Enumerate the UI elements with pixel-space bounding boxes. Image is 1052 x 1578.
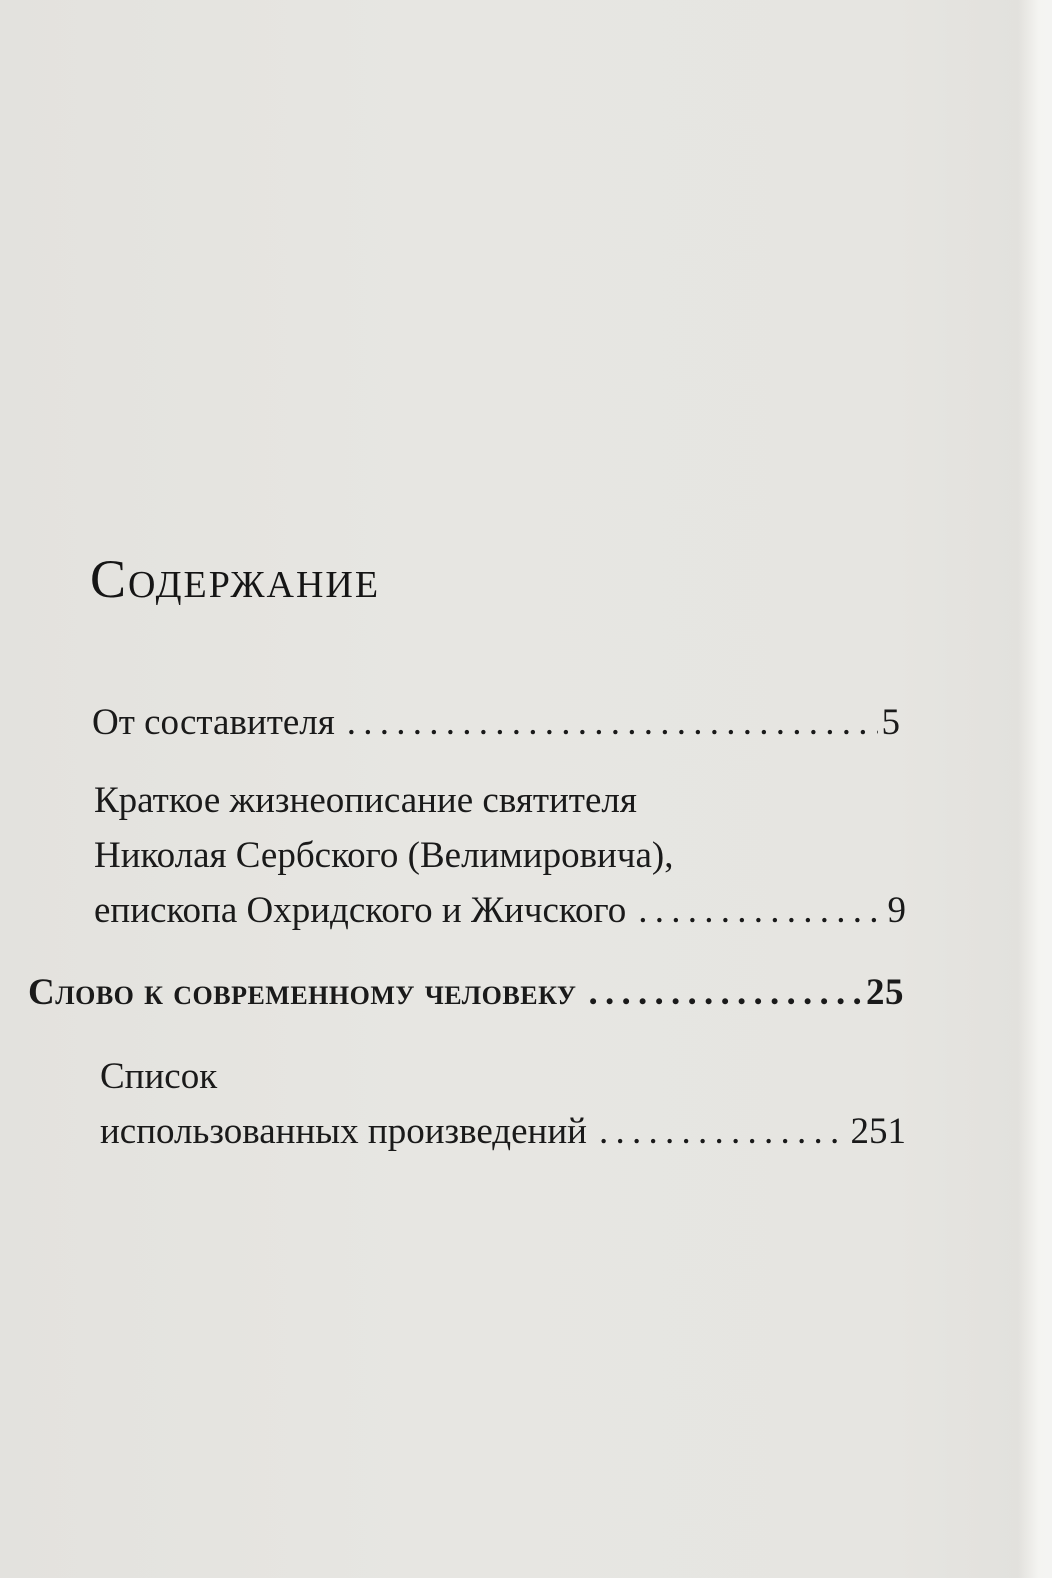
toc-entry-page-number: 25 xyxy=(866,972,904,1013)
toc-entry-page-number: 5 xyxy=(881,702,900,743)
toc-entry-page-number: 9 xyxy=(887,890,906,931)
toc-entry-title-line: Краткое жизнеописание святителя xyxy=(94,780,637,821)
toc-entry-line xyxy=(28,968,904,1018)
toc-entry-main-work xyxy=(28,968,904,1018)
toc-entry-biography xyxy=(94,776,906,936)
toc-entry-bibliography xyxy=(100,1052,906,1157)
dot-leader xyxy=(638,886,883,936)
toc-entry-title: епископа Охридского и Жичского xyxy=(94,890,627,931)
dot-leader xyxy=(589,968,863,1018)
toc-entry-title-line: Список xyxy=(100,1056,218,1097)
toc-entry-line xyxy=(94,886,906,936)
toc-entry-title: Слово к современному человеку xyxy=(28,972,577,1013)
toc-entry-line xyxy=(92,698,900,748)
contents-heading: Содержание xyxy=(90,549,381,609)
toc-entry-title: использованных произведений xyxy=(100,1111,587,1152)
dot-leader xyxy=(599,1107,847,1157)
toc-entry-page-number: 251 xyxy=(850,1111,906,1152)
toc-entry-from-compiler xyxy=(92,698,900,748)
dot-leader xyxy=(347,698,878,748)
toc-entry-title: От составителя xyxy=(92,702,335,743)
toc-entry-line xyxy=(100,1107,906,1157)
toc-entry-title-line: Николая Сербского (Велимировича), xyxy=(94,835,674,876)
